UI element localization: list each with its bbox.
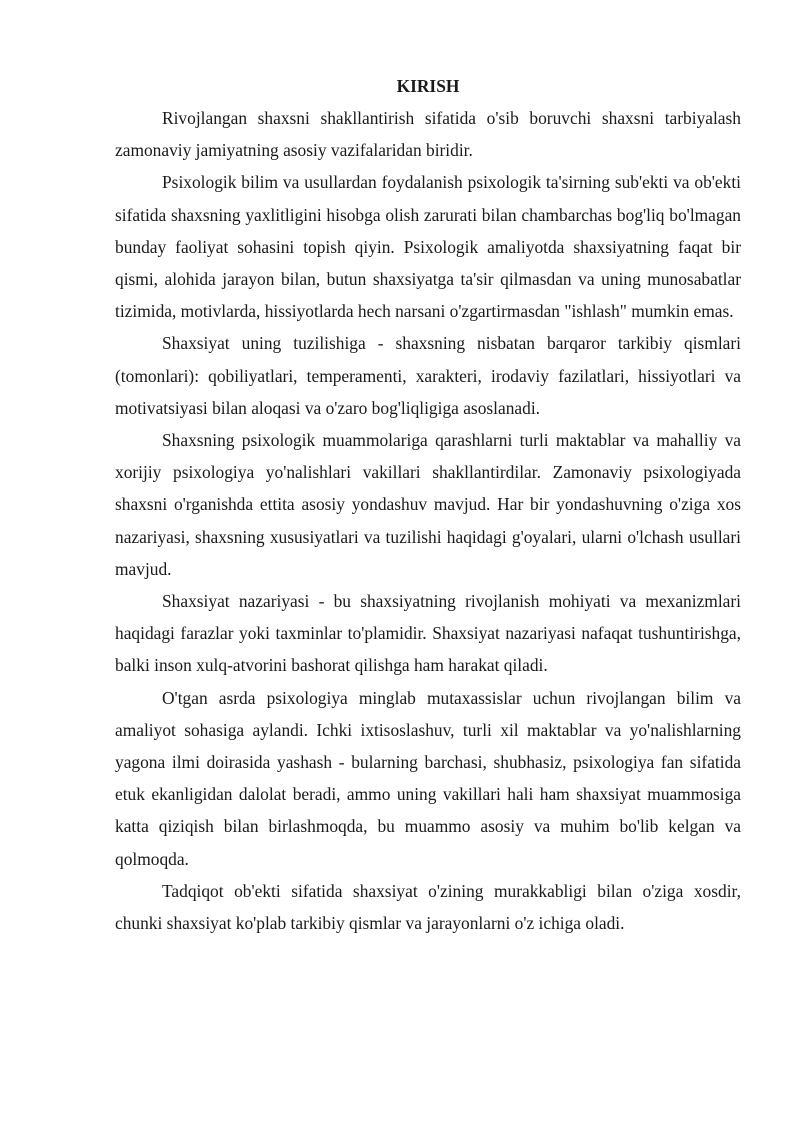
paragraph-4: Shaxsning psixologik muammolariga qarashlarni turli maktablar va mahalliy va xorijiy psixologiya yo'nalishlari vakillari shakllantirdilar. Zamonaviy psixologiyada shaxsni o'rganishda ettita asosiy yondashuv mavjud. Har bir yondashuvning o'ziga xos nazariyasi, shaxsning xususiyatlari va tuzilishi haqidagi g'oyalari, ularni o'lchash usullari mavjud. xyxy=(115,430,741,579)
paragraph-3: Shaxsiyat uning tuzilishiga - shaxsning nisbatan barqaror tarkibiy qismlari (tomonlari): qobiliyatlari, temperamenti, xarakteri, irodaviy fazilatlari, hissiyotlari va motivatsiyasi bilan aloqasi va o'zaro bog'liqligiga asoslanadi. xyxy=(115,333,741,418)
paragraph-6: O'tgan asrda psixologiya minglab mutaxassislar uchun rivojlangan bilim va amaliyot sohasiga aylandi. Ichki ixtisoslashuv, turli xil maktablar va yo'nalishlarning yagona ilmi doirasida yashash - bularning barchasi, shubhasiz, psixologiya fan sifatida etuk ekanligidan dalolat beradi, ammo uning vakillari hali ham shaxsiyat muammosiga katta qiziqish bilan birlashmoqda, bu muammo asosiy va muhim bo'lib kelgan va qolmoqda. xyxy=(115,687,741,869)
document-page xyxy=(115,70,741,939)
paragraph-1: Rivojlangan shaxsni shakllantirish sifatida o'sib boruvchi shaxsni tarbiyalash zamonaviy jamiyatning asosiy vazifalaridan biridir. xyxy=(115,108,741,161)
paragraph-2: Psixologik bilim va usullardan foydalanish psixologik ta'sirning sub'ekti va ob'ekti sifatida shaxsning yaxlitligini hisobga olish zarurati bilan chambarchas bog'liq bo'lmagan bunday faoliyat sohasini topish qiyin. Psixologik amaliyotda shaxsiyatning faqat bir qismi, alohida jarayon bilan, butun shaxsiyatga ta'sir qilmasdan va uning munosabatlar tizimida, motivlarda, hissiyotlarda hech narsani o'zgartirmasdan "ishlash" mumkin emas. xyxy=(115,172,741,322)
page-title: KIRISH xyxy=(396,76,460,96)
paragraph-7: Tadqiqot ob'ekti sifatida shaxsiyat o'zining murakkabligi bilan o'ziga xosdir, chunki shaxsiyat ko'plab tarkibiy qismlar va jarayonlarni o'z ichiga oladi. xyxy=(115,880,741,934)
paragraph-5: Shaxsiyat nazariyasi - bu shaxsiyatning rivojlanish mohiyati va mexanizmlari haqidagi farazlar yoki taxminlar to'plamidir. Shaxsiyat nazariyasi nafaqat tushuntirishga, balki inson xulq-atvorini bashorat qilishga ham harakat qiladi. xyxy=(115,591,741,676)
